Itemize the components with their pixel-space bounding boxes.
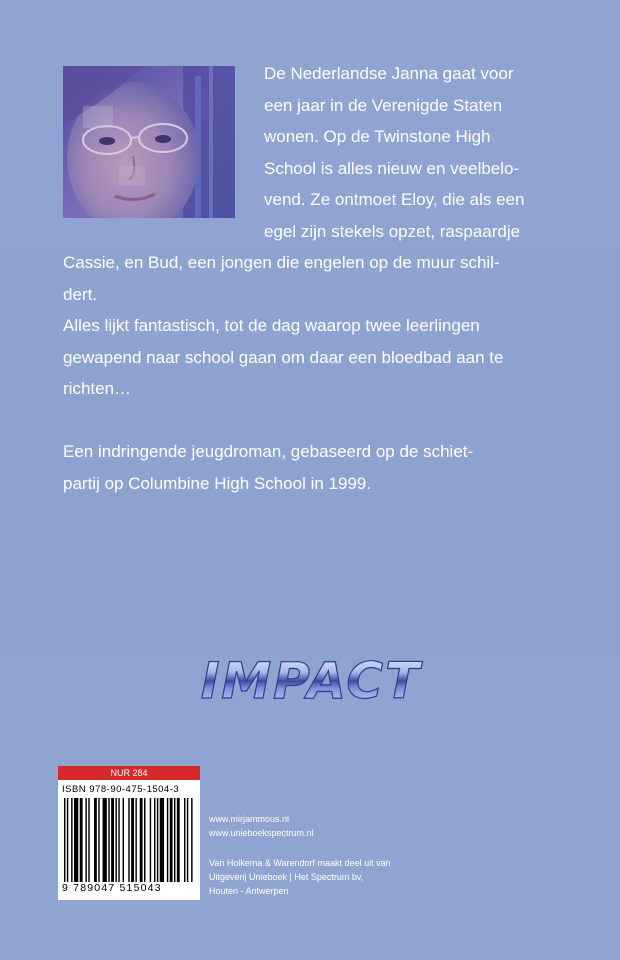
publisher-urls — [209, 812, 314, 840]
barcode-bar — [174, 798, 175, 882]
barcode-bar — [85, 798, 86, 882]
blurb-intro — [264, 58, 525, 247]
barcode-bar — [157, 798, 158, 882]
blurb-line: een jaar in de Verenigde Staten — [264, 95, 503, 115]
publisher-info-line: Houten - Antwerpen — [209, 886, 289, 896]
barcode-bar — [128, 798, 129, 882]
isbn-text: ISBN 978-90-475-1504-3 — [62, 784, 180, 795]
blurb-closing — [63, 436, 473, 499]
barcode-bar — [135, 798, 136, 882]
barcode-bar — [74, 798, 78, 882]
blurb-line: De Nederlandse Janna gaat voor — [264, 64, 514, 83]
blurb-line: vend. Ze ontmoet Eloy, die als een — [264, 190, 525, 209]
blurb-line: egel zijn stekels opzet, raspaardje — [264, 221, 521, 241]
barcode-bar — [67, 798, 68, 882]
ean-digits: 9 789047 515043 — [62, 882, 162, 894]
barcode-bar — [123, 798, 124, 882]
barcode-bar — [111, 798, 114, 882]
cover-photo — [63, 66, 235, 218]
barcode-bar — [80, 798, 83, 882]
impact-series-logo — [180, 652, 442, 708]
publisher-info-line: Van Holkema & Warendorf maakt deel uit van — [209, 858, 391, 868]
blurb-line: Een indringende jeugdroman, gebaseerd op de schiet- — [63, 442, 474, 461]
barcode-bar — [170, 798, 173, 882]
barcode-bar — [98, 798, 99, 882]
blurb-line: partij op Columbine High School in 1999. — [63, 473, 372, 493]
barcode-label — [58, 766, 200, 900]
blurb-line: Cassie, en Bud, een jongen die engelen op de muur schil- — [63, 253, 500, 272]
barcode-bar — [103, 798, 107, 882]
barcode-bar — [140, 798, 143, 882]
blurb-continuation — [63, 247, 500, 310]
barcode-bar — [115, 798, 116, 882]
impact-logo-graphic — [180, 652, 442, 708]
barcode-bar — [71, 798, 72, 882]
barcode-bar — [108, 798, 109, 882]
author-url-link[interactable]: www.mirjammous.nl — [209, 814, 290, 824]
barcode-bar — [167, 798, 168, 882]
blurb-line: Alles lijkt fantastisch, tot de dag waarop twee leerlingen — [63, 316, 480, 335]
barcode-bar — [187, 798, 188, 882]
blurb-line: wonen. Op de Twinstone High — [264, 127, 491, 146]
barcode-bar — [154, 798, 155, 882]
publisher-info-line: Uitgeverij Unieboek | Het Spectrum bv, — [209, 872, 364, 882]
barcode-bar — [191, 798, 192, 882]
blurb-rest — [63, 310, 503, 405]
publisher-info — [209, 856, 391, 898]
barcode-bar — [88, 798, 89, 882]
nur-code: NUR 284 — [58, 766, 200, 780]
girl-portrait-image — [63, 66, 235, 218]
barcode-bar — [150, 798, 151, 882]
impact-logo-text: IMPACT — [200, 652, 422, 708]
blurb-line: gewapend naar school gaan om daar een bloedbad aan te — [63, 347, 504, 367]
barcode-bar — [131, 798, 134, 882]
blurb-line: School is alles nieuw en veelbelo- — [264, 158, 520, 178]
blurb-line: richten… — [63, 379, 132, 398]
barcode-icon — [64, 798, 194, 882]
barcode-bar — [64, 798, 65, 882]
barcode-bar — [184, 798, 185, 882]
barcode-bar — [144, 798, 145, 882]
blurb-line: dert. — [63, 284, 98, 304]
barcode-bar — [118, 798, 119, 882]
publisher-url-link[interactable]: www.unieboekspectrum.nl — [209, 828, 314, 838]
barcode-bar — [177, 798, 180, 882]
barcode-bar — [94, 798, 97, 882]
barcode-bar — [160, 798, 164, 882]
